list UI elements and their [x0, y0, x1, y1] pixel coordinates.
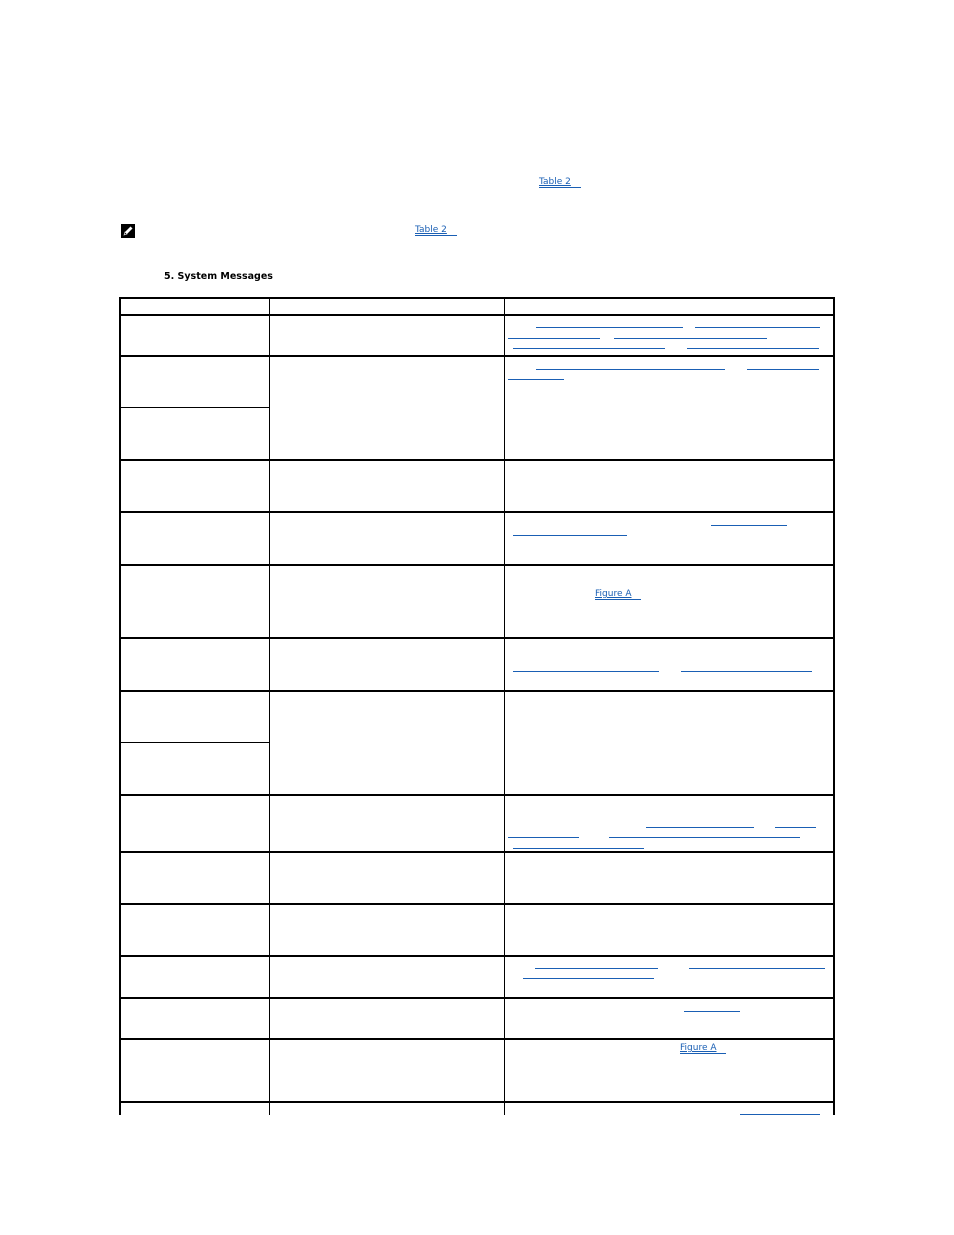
table-row-rule: [119, 511, 835, 513]
link-underline: [415, 235, 457, 236]
table-row-rule: [119, 459, 835, 461]
table-header-rule: [119, 314, 835, 316]
link-underline: [595, 599, 641, 600]
cell-link[interactable]: [535, 968, 658, 969]
table-border-right: [833, 297, 835, 1115]
table-border-top: [119, 297, 835, 299]
table-caption: 5. System Messages: [164, 271, 273, 282]
link-underline: [539, 187, 581, 188]
cell-link[interactable]: [513, 671, 659, 672]
cell-link[interactable]: [609, 837, 800, 838]
cell-link[interactable]: [508, 837, 579, 838]
cell-link[interactable]: [681, 671, 812, 672]
note-pencil-icon: [121, 224, 135, 238]
table-row-rule: [119, 903, 835, 905]
table-row-rule: [119, 564, 835, 566]
cell-link[interactable]: [536, 369, 725, 370]
cell-link[interactable]: [684, 1011, 740, 1012]
table-row-rule: [119, 955, 835, 957]
table-row-rule: [119, 1038, 835, 1040]
cell-link[interactable]: [536, 327, 683, 328]
table-row-rule: [119, 997, 835, 999]
cell-link[interactable]: [775, 827, 816, 828]
table-row-rule: [119, 690, 835, 692]
cell-link[interactable]: [614, 338, 767, 339]
table-border-left: [119, 297, 121, 1115]
link-underline: [680, 1053, 726, 1054]
table-divider-col1: [269, 297, 270, 1115]
cell-link[interactable]: [740, 1114, 820, 1115]
table-subrow-rule: [119, 407, 270, 408]
cell-link[interactable]: [695, 327, 820, 328]
cell-link[interactable]: [687, 348, 819, 349]
cell-link[interactable]: [513, 848, 644, 849]
table-row-rule: [119, 1101, 835, 1103]
table-row-rule: [119, 851, 835, 853]
table-row-rule: [119, 794, 835, 796]
table-row-rule: [119, 355, 835, 357]
cell-link[interactable]: [747, 369, 819, 370]
table2-link-1[interactable]: Table 2: [539, 177, 571, 187]
cell-link[interactable]: [689, 968, 825, 969]
cell-link[interactable]: [711, 525, 787, 526]
cell-link[interactable]: [523, 978, 654, 979]
figure-a-link-2[interactable]: Figure A: [680, 1043, 717, 1053]
table-subrow-rule: [119, 742, 270, 743]
table2-link-2[interactable]: Table 2: [415, 225, 447, 235]
cell-link[interactable]: [646, 827, 754, 828]
cell-link[interactable]: [513, 348, 665, 349]
cell-link[interactable]: [508, 379, 564, 380]
table-row-rule: [119, 637, 835, 639]
figure-a-link-1[interactable]: Figure A: [595, 589, 632, 599]
cell-link[interactable]: [513, 535, 627, 536]
cell-link[interactable]: [508, 338, 600, 339]
table-divider-col2: [504, 297, 505, 1115]
